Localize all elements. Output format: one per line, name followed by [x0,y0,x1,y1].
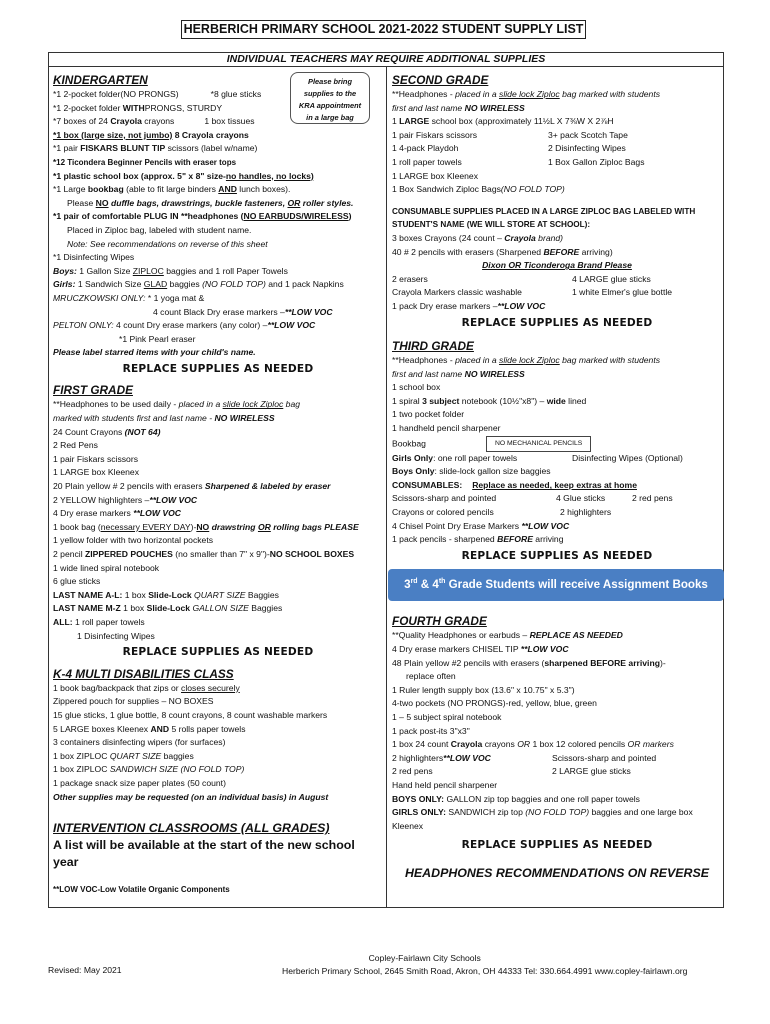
list-item: 4 Dry erase markers **LOW VOC [53,508,181,519]
kra-note-box: Please bring supplies to the KRA appointment in a large bag [290,72,370,124]
list-item: *1 2-pocket folder WITHPRONGS, STURDY [53,102,223,113]
list-item: CONSUMABLES: Replace as needed, keep extras at home [392,479,637,490]
list-item: Hand held pencil sharpener [392,779,498,790]
list-item: 1 pack pencils - sharpened BEFORE arriving [392,534,564,545]
list-item: 24 Count Crayons (NOT 64) [53,426,161,437]
list-item: **Headphones - placed in a slide lock Ziploc bag marked with students [392,89,661,99]
list-item: **Quality Headphones or earbuds – REPLACE AS NEEDED [392,630,623,641]
list-item: **Headphones to be used daily - placed in a slide lock Ziploc bag [53,399,301,410]
list-item: 1 roll paper towels 1 Box Gallon Ziploc Bags [392,156,645,167]
consumables-heading-cont: STUDENT'S NAME (WE WILL STORE AT SCHOOL): [392,220,591,230]
list-item: 1 wide lined spiral notebook [53,562,160,573]
list-item: Boys: 1 Gallon Size ZIPLOC baggies and 1 roll Paper Towels [53,265,288,276]
revised-date: Revised: May 2021 [48,965,122,975]
kindergarten-heading: KINDERGARTEN [53,73,148,87]
list-item: 3 boxes Crayons (24 count – Crayola brand) [392,232,564,243]
list-item: MRUCZKOWSKI ONLY: * 1 yoga mat & [53,292,205,303]
list-item: 1 school box [392,382,441,393]
list-item: 1 pack Dry erase markers –**LOW VOC [392,300,546,311]
school-address: Herberich Primary School, 2645 Smith Road, Akron, OH 44333 Tel: 330.664.4991 www.copley-fairlawn.org [282,966,688,976]
list-item: Please label starred items with your child's name. [53,347,256,358]
list-item: LAST NAME M-Z 1 box Slide-Lock GALLON SIZE Baggies [53,603,283,614]
replace-note: REPLACE SUPPLIES AS NEEDED [122,362,314,375]
list-item: *1 plastic school box (approx. 5" x 8" size-no handles, no locks) [53,170,314,181]
list-item: Placed in Ziploc bag, labeled with student name. [67,224,252,235]
intervention-heading: INTERVENTION CLASSROOMS (ALL GRADES) [53,821,330,836]
replace-note: REPLACE SUPPLIES AS NEEDED [122,646,314,659]
list-item: *7 boxes of 24 Crayola crayons 1 box tissues [53,116,255,127]
list-item: 3 containers disinfecting wipers (for surfaces) [53,737,226,748]
list-item: 4-two pockets (NO PRONGS)-red, yellow, blue, green [392,698,597,709]
headphones-recommendations: HEADPHONES RECOMMENDATIONS ON REVERSE [404,865,710,880]
replace-note: REPLACE SUPPLIES AS NEEDED [461,549,653,562]
list-item: 1 – 5 subject spiral notebook [392,711,502,722]
list-item: 1 pair Fiskars scissors [53,453,138,464]
list-item: 2 pencil ZIPPERED POUCHES (no smaller than 7" x 9")-NO SCHOOL BOXES [53,549,355,559]
right-column [392,70,722,881]
intervention-note: A list will be available at the start of the new school year [53,838,355,870]
list-item: 1 yellow folder with two horizontal pockets [53,535,214,546]
list-item: Zippered pouch for supplies – NO BOXES [53,696,214,707]
list-item: 1 pack post-its 3"x3" [392,725,470,736]
replace-note: REPLACE SUPPLIES AS NEEDED [461,839,653,852]
list-item: replace often [406,671,456,682]
list-item: **Headphones - placed in a slide lock Ziploc bag marked with students [392,355,661,366]
k4-heading: K-4 MULTI DISABILITIES CLASS [53,666,234,681]
list-item: 1 box ZIPLOC SANDWICH SIZE (NO FOLD TOP) [53,764,245,775]
list-item: 1 Disinfecting Wipes [77,630,155,641]
list-item: Note: See recommendations on reverse of this sheet [67,238,268,249]
list-item: 15 glue sticks, 1 glue bottle, 8 count crayons, 8 count washable markers [53,709,328,720]
list-item: *1 pair FISKARS BLUNT TIP scissors (label w/name) [53,143,258,154]
fourth-grade-section [392,613,722,853]
replace-note: REPLACE SUPPLIES AS NEEDED [461,316,653,329]
list-item: 1 book bag (necessary EVERY DAY)-NO drawstring OR rolling bags PLEASE [53,521,359,532]
list-item: Girls: 1 Sandwich Size GLAD baggies (NO FOLD TOP) and 1 pack Napkins [53,279,344,290]
list-item: 1 LARGE box Kleenex [53,467,139,478]
list-item: 2 red pens 2 LARGE glue sticks [392,766,631,777]
list-item: 48 Plain yellow #2 pencils with erasers (sharpened BEFORE arriving)- [392,657,666,668]
list-item: 1 pair Fiskars scissors 3+ pack Scotch Tape [392,129,628,140]
low-voc-footnote: **LOW VOC-Low Volatile Organic Components [53,885,230,895]
list-item: 1 package snack size paper plates (50 count) [53,777,226,788]
second-grade-heading: SECOND GRADE [392,73,489,87]
column-divider [386,66,387,907]
no-mechanical-pencils-box: NO MECHANICAL PENCILS [486,436,591,452]
list-item: *12 Ticondera Beginner Pencils with eraser tops [53,157,237,167]
list-item: 20 Plain yellow # 2 pencils with erasers Sharpened & labeled by eraser [53,481,331,492]
k4-section [53,666,383,804]
list-item: 6 glue sticks [53,576,101,587]
list-item: *1 2-pocket folder(NO PRONGS) *8 glue sticks [53,89,262,99]
list-item: Bookbag NO MECHANICAL PENCILS [392,436,722,452]
list-item: *1 pair of comfortable PLUG IN **headphones (NO EARBUDS/WIRELESS) [53,211,352,222]
list-item: *1 Pink Pearl eraser [119,333,196,344]
list-item: first and last name NO WIRELESS [392,102,525,113]
list-item: 1 LARGE box Kleenex [392,170,478,181]
fourth-grade-heading: FOURTH GRADE [392,614,487,629]
list-item: Boys Only: slide-lock gallon size baggies [392,466,551,477]
list-item: 40 # 2 pencils with erasers (Sharpened BEFORE arriving) [392,246,613,257]
footer-address-block [282,952,687,978]
list-item: 5 LARGE boxes Kleenex AND 5 rolls paper towels [53,723,246,734]
list-item: 1 box 24 count Crayola crayons OR 1 box 12 colored pencils OR markers [392,739,674,750]
third-grade-section [392,338,722,563]
kindergarten-section [53,72,383,376]
list-item: 1 Box Sandwich Ziploc Bags(NO FOLD TOP) [392,184,565,195]
list-item: PELTON ONLY: 4 count Dry erase markers (any color) –**LOW VOC [53,320,316,331]
list-item: 1 two pocket folder [392,409,465,420]
list-item: ALL: 1 roll paper towels [53,616,145,627]
list-item: 4 Chisel Point Dry Erase Markers **LOW VOC [392,520,570,531]
list-item: 1 book bag/backpack that zips or closes securely [53,682,240,693]
first-grade-heading: FIRST GRADE [53,383,133,398]
second-grade-section [392,72,722,330]
list-item: 1 box ZIPLOC QUART SIZE baggies [53,750,194,761]
list-item: *1 Disinfecting Wipes [53,252,135,263]
list-item: 1 LARGE school box (approximately 11½L X 7⅜W X 2⅞H [392,116,614,127]
assignment-books-banner: 3rd & 4th Grade Students will receive Assignment Books [388,569,724,601]
list-item: 4 count Black Dry erase markers –**LOW VOC [153,306,333,317]
list-item: 2 highlighters**LOW VOC Scissors-sharp and pointed [392,752,657,763]
list-item: 2 YELLOW highlighters –**LOW VOC [53,494,198,505]
list-item: Crayola Markers classic washable 1 white Elmer's glue bottle [392,287,673,298]
list-item: Crayons or colored pencils 2 highlighters [392,507,612,518]
list-item: *1 Large bookbag (able to fit large binders AND lunch boxes). [53,184,291,195]
list-item: Scissors-sharp and pointed 4 Glue sticks 2 red pens [392,493,673,504]
supply-list-frame [48,52,724,908]
list-item: Other supplies may be requested (on an individual basis) in August [53,791,329,802]
list-item: Please NO duffle bags, drawstrings, buckle fasteners, OR roller styles. [67,197,354,208]
list-item: first and last name NO WIRELESS [392,368,525,379]
document-title: HERBERICH PRIMARY SCHOOL 2021-2022 STUDENT SUPPLY LIST [181,20,586,39]
list-item: 1 4-pack Playdoh 2 Disinfecting Wipes [392,143,626,154]
left-column [53,70,383,897]
list-item: 1 spiral 3 subject notebook (10½"x8") – wide lined [392,395,587,406]
list-item: Girls Only: one roll paper towels Disinfecting Wipes (Optional) [392,452,683,463]
district-name: Copley-Fairlawn City Schools [368,953,481,963]
list-item: Kleenex [392,820,424,831]
list-item: 1 handheld pencil sharpener [392,423,501,434]
third-grade-heading: THIRD GRADE [392,339,474,354]
list-item: 2 Red Pens [53,440,98,451]
consumables-heading: CONSUMABLE SUPPLIES PLACED IN A LARGE ZIPLOC BAG LABELED WITH [392,206,696,216]
list-item: marked with students first and last name - NO WIRELESS [53,413,275,424]
list-item: 4 Dry erase markers CHISEL TIP **LOW VOC [392,644,569,654]
list-item: 2 erasers 4 LARGE glue sticks [392,273,651,284]
list-item: *1 box (large size, not jumbo) 8 Crayola crayons [53,129,249,140]
list-item: Dixon OR Ticonderoga Brand Please [482,260,632,271]
list-item: GIRLS ONLY: SANDWICH zip top (NO FOLD TOP) baggies and one large box [392,807,693,818]
subtitle: INDIVIDUAL TEACHERS MAY REQUIRE ADDITIONAL SUPPLIES [49,53,723,67]
list-item: LAST NAME A-L: 1 box Slide-Lock QUART SIZE Baggies [53,589,279,600]
list-item: BOYS ONLY: GALLON zip top baggies and one roll paper towels [392,793,640,804]
first-grade-section [53,382,383,659]
list-item: 1 Ruler length supply box (13.6" x 10.75" x 5.3") [392,684,575,695]
